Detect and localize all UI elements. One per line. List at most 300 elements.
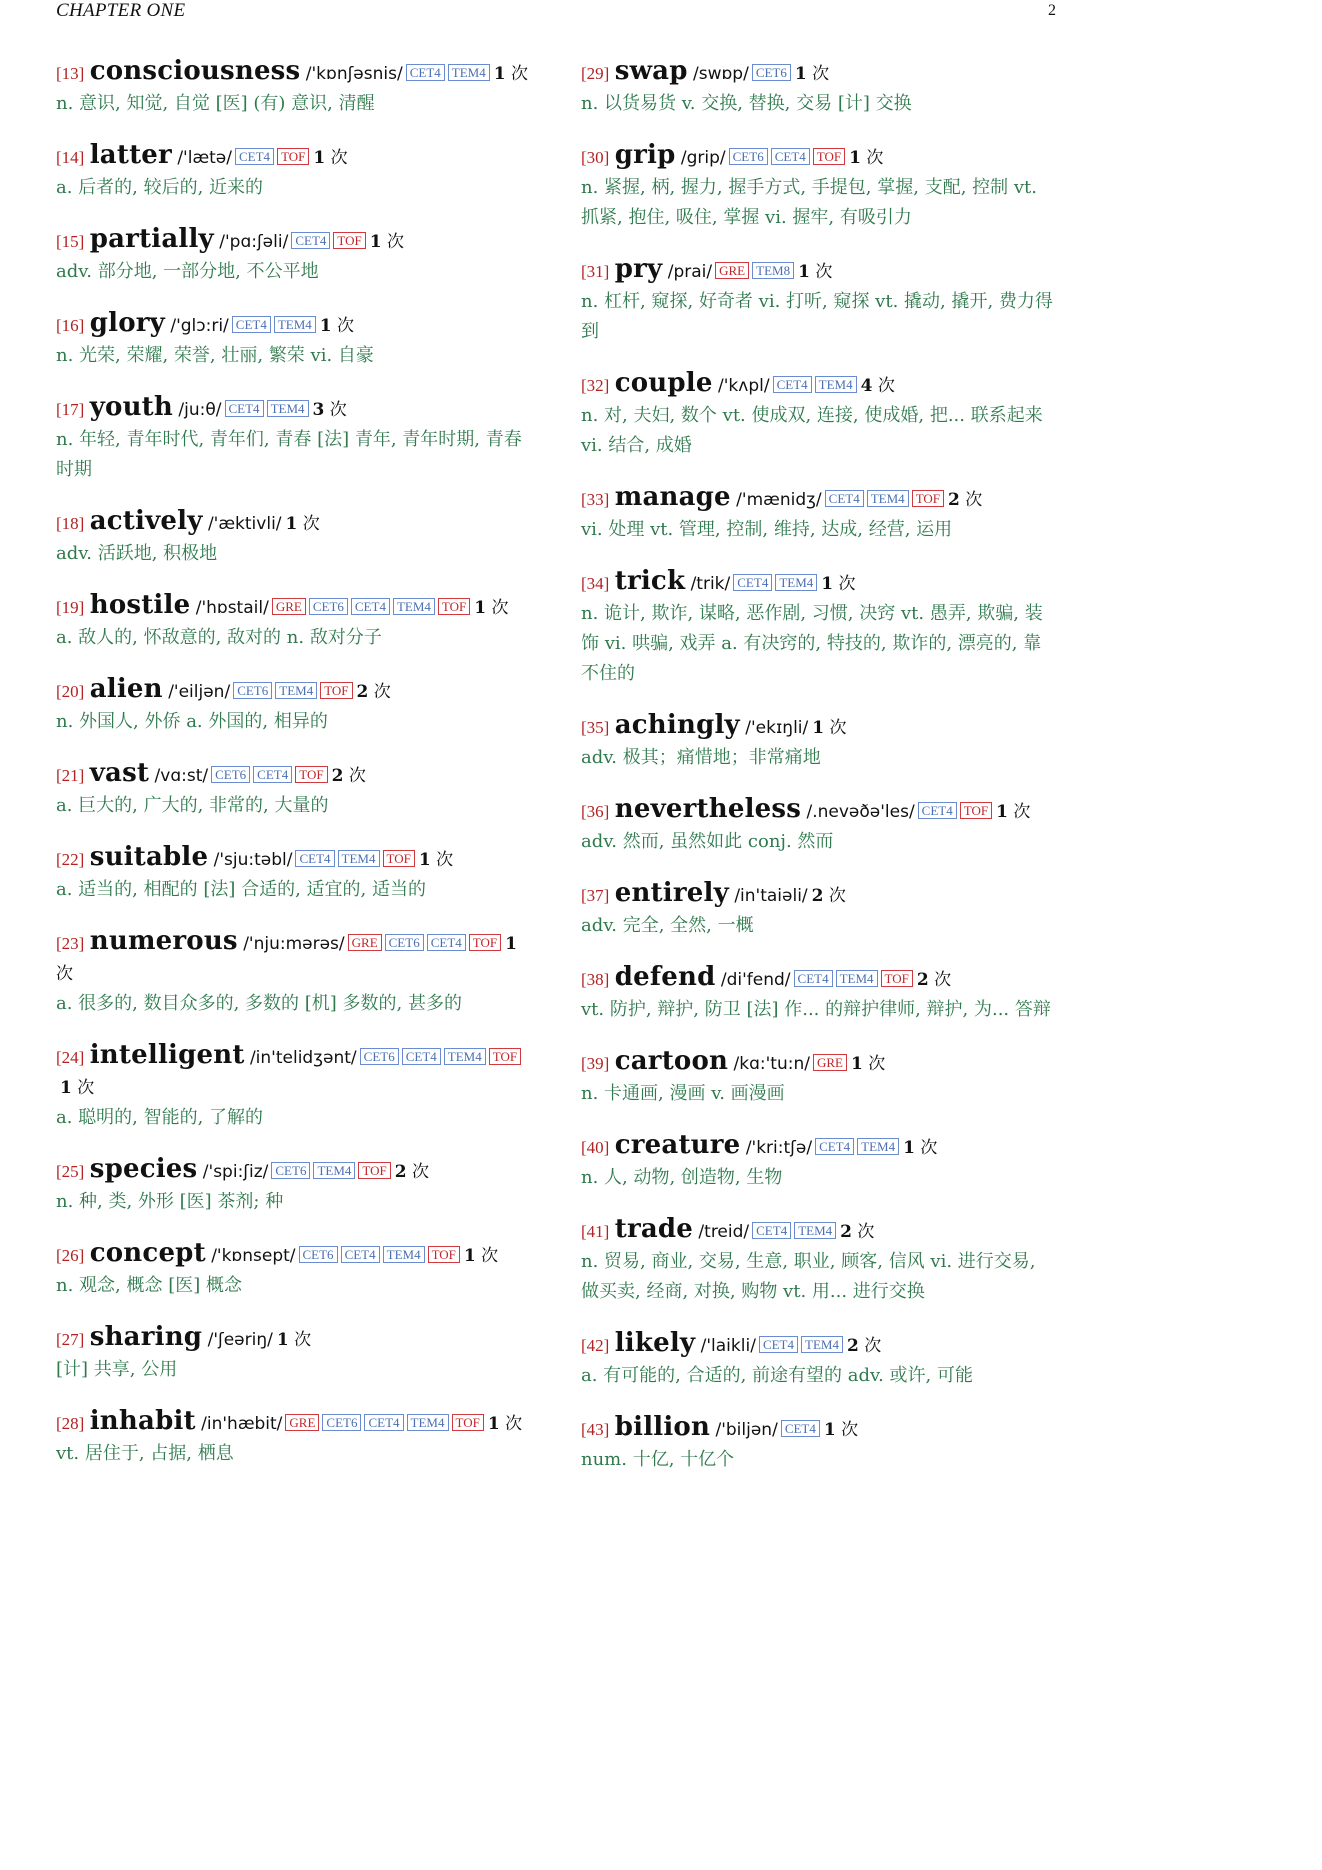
entry-index: [22] [56, 850, 85, 869]
entry-headline [56, 590, 534, 623]
vocab-entry [581, 710, 1059, 773]
exam-tag-badge: TEM4 [275, 682, 317, 699]
exam-tag-badge: CET6 [385, 934, 424, 951]
entry-index: [35] [581, 718, 610, 737]
exam-tag-badge: TOF [438, 598, 470, 615]
exam-tag-badge: TEM4 [836, 970, 878, 987]
exam-tag-badge: TEM4 [815, 376, 857, 393]
entry-headline [581, 1046, 1059, 1079]
definition: adv. 活跃地, 积极地 [56, 543, 218, 564]
exam-tag-badge: CET4 [771, 148, 810, 165]
exam-tag-badge: CET6 [299, 1246, 338, 1263]
occurrence-count: 1 [369, 232, 382, 252]
definition: a. 巨大的, 广大的, 非常的, 大量的 [56, 795, 329, 816]
headword: manage [614, 482, 731, 512]
occurrence-unit: 次 [491, 598, 509, 618]
vocab-entry [56, 674, 534, 737]
exam-tag-badge: TOF [912, 490, 944, 507]
occurrence-count: 1 [794, 64, 807, 84]
occurrence-unit: 次 [337, 316, 355, 336]
entry-headline [56, 308, 534, 341]
occurrence-unit: 次 [294, 1330, 312, 1350]
vocab-entry [56, 56, 534, 119]
vocab-entry [581, 254, 1059, 347]
headword: youth [89, 392, 173, 422]
exam-tag-badge: GRE [813, 1054, 847, 1071]
definition: n. 紧握, 柄, 握力, 握手方式, 手提包, 掌握, 支配, 控制 vt. 抓紧, 抱住, 吸住, 掌握 vi. 握牢, 有吸引力 [581, 177, 1037, 228]
entry-index: [24] [56, 1048, 85, 1067]
occurrence-unit: 次 [505, 1414, 523, 1434]
exam-tag-badge: CET6 [271, 1162, 310, 1179]
pronunciation: /in'taiəli/ [734, 886, 808, 906]
pronunciation: /grip/ [680, 148, 726, 168]
vocab-entry [56, 1238, 534, 1301]
vocab-entry [581, 1130, 1059, 1193]
headword: grip [614, 140, 676, 170]
pronunciation: /'ekɪŋli/ [745, 718, 809, 738]
entry-index: [27] [56, 1330, 85, 1349]
entry-headline [581, 482, 1059, 515]
pronunciation: /di'fend/ [720, 970, 791, 990]
exam-tag-badge: CET4 [402, 1048, 441, 1065]
exam-tag-badge: CET4 [752, 1222, 791, 1239]
entry-headline [56, 1322, 534, 1355]
occurrence-count: 1 [505, 934, 517, 954]
entry-headline [581, 254, 1059, 287]
occurrence-count: 1 [487, 1414, 500, 1434]
headword: entirely [614, 878, 729, 908]
occurrence-unit: 次 [330, 148, 348, 168]
entry-index: [25] [56, 1162, 85, 1181]
entry-index: [23] [56, 934, 85, 953]
pronunciation: /prai/ [667, 262, 713, 282]
entry-index: [34] [581, 574, 610, 593]
occurrence-unit: 次 [838, 574, 856, 594]
occurrence-unit: 次 [329, 400, 347, 420]
pronunciation: /in'telidʒənt/ [249, 1048, 357, 1068]
occurrence-unit: 次 [829, 718, 847, 738]
definition: a. 聪明的, 智能的, 了解的 [56, 1107, 264, 1128]
entry-index: [40] [581, 1138, 610, 1157]
exam-tag-badge: CET6 [309, 598, 348, 615]
pronunciation: /'sju:təbl/ [213, 850, 293, 870]
exam-tag-badge: CET6 [360, 1048, 399, 1065]
entry-headline [581, 878, 1059, 911]
headword: actively [89, 506, 203, 536]
exam-tag-badge: TEM4 [267, 400, 309, 417]
exam-tag-badge: TOF [428, 1246, 460, 1263]
entry-index: [19] [56, 598, 85, 617]
entry-headline [56, 506, 534, 539]
entry-headline [581, 1130, 1059, 1163]
pronunciation: /'spi:ʃiz/ [202, 1162, 269, 1182]
occurrence-count: 1 [996, 802, 1008, 822]
exam-tag-badge: TOF [320, 682, 352, 699]
exam-tag-badge: GRE [272, 598, 306, 615]
entry-headline [56, 1238, 534, 1271]
pronunciation: /'kɒnsept/ [211, 1246, 296, 1266]
occurrence-count: 1 [823, 1420, 836, 1440]
occurrence-count: 2 [846, 1336, 859, 1356]
page-header [56, 0, 1056, 24]
entry-index: [29] [581, 64, 610, 83]
pronunciation: /in'hæbit/ [201, 1414, 283, 1434]
pronunciation: /'kʌpl/ [718, 376, 770, 396]
headword: pry [614, 254, 663, 284]
entry-headline [56, 1040, 534, 1103]
pronunciation: /'pɑ:ʃəli/ [219, 232, 289, 252]
pronunciation: /kɑ:'tu:n/ [733, 1054, 810, 1074]
entry-index: [21] [56, 766, 85, 785]
exam-tag-badge: TOF [358, 1162, 390, 1179]
entry-headline [56, 224, 534, 257]
headword: couple [614, 368, 713, 398]
exam-tag-badge: CET6 [211, 766, 250, 783]
exam-tag-badge: TOF [277, 148, 309, 165]
exam-tag-badge: CET6 [233, 682, 272, 699]
headword: alien [89, 674, 163, 704]
pronunciation: /'æktivli/ [207, 514, 282, 534]
pronunciation: /'ʃeəriŋ/ [207, 1330, 273, 1350]
entry-headline [581, 566, 1059, 599]
left-column [56, 56, 534, 1490]
exam-tag-badge: TOF [383, 850, 415, 867]
entry-index: [43] [581, 1420, 610, 1439]
exam-tag-badge: TEM4 [383, 1246, 425, 1263]
headword: glory [89, 308, 165, 338]
headword: swap [614, 56, 688, 86]
entry-index: [32] [581, 376, 610, 395]
exam-tag-badge: TEM4 [407, 1414, 449, 1431]
pronunciation: /trik/ [690, 574, 731, 594]
entry-index: [37] [581, 886, 610, 905]
exam-tag-badge: CET4 [815, 1138, 854, 1155]
vocab-entry [581, 962, 1059, 1025]
definition: a. 后者的, 较后的, 近来的 [56, 177, 264, 198]
vocab-entry [56, 1040, 534, 1133]
entry-headline [581, 1214, 1059, 1247]
headword: trick [614, 566, 686, 596]
entry-headline [581, 1412, 1059, 1445]
definition: n. 卡通画, 漫画 v. 画漫画 [581, 1083, 785, 1104]
occurrence-unit: 次 [868, 1054, 886, 1074]
exam-tag-badge: CET4 [781, 1420, 820, 1437]
entry-headline [56, 140, 534, 173]
entry-index: [36] [581, 802, 610, 821]
occurrence-unit: 次 [348, 766, 366, 786]
exam-tag-badge: TEM4 [274, 316, 316, 333]
occurrence-unit: 次 [411, 1162, 429, 1182]
definition: vi. 处理 vt. 管理, 控制, 维持, 达成, 经营, 运用 [581, 519, 953, 540]
pronunciation: /'biljən/ [715, 1420, 778, 1440]
headword: billion [614, 1412, 711, 1442]
exam-tag-badge: TEM4 [801, 1336, 843, 1353]
vocab-entry [581, 1328, 1059, 1391]
definition: adv. 然而, 虽然如此 conj. 然而 [581, 831, 834, 852]
occurrence-count: 1 [313, 148, 326, 168]
exam-tag-badge: TEM4 [794, 1222, 836, 1239]
exam-tag-badge: CET6 [729, 148, 768, 165]
definition: [计] 共享, 公用 [56, 1359, 178, 1380]
occurrence-count: 1 [903, 1138, 915, 1158]
entry-headline [56, 842, 534, 875]
entry-headline [581, 1328, 1059, 1361]
occurrence-count: 1 [319, 316, 332, 336]
exam-tag-badge: CET6 [752, 64, 791, 81]
headword: achingly [614, 710, 740, 740]
exam-tag-badge: GRE [285, 1414, 319, 1431]
occurrence-unit: 次 [436, 850, 454, 870]
pronunciation: /'laikli/ [700, 1336, 756, 1356]
headword: partially [89, 224, 214, 254]
occurrence-count: 2 [811, 886, 824, 906]
occurrence-count: 1 [850, 1054, 863, 1074]
pronunciation: /'lætə/ [177, 148, 232, 168]
entry-index: [33] [581, 490, 610, 509]
page-number: 2 [1048, 2, 1056, 19]
vocab-entry [581, 368, 1059, 461]
vocab-entry [56, 1154, 534, 1217]
exam-tag-badge: TEM4 [313, 1162, 355, 1179]
exam-tag-badge: TOF [469, 934, 501, 951]
exam-tag-badge: TOF [333, 232, 365, 249]
occurrence-unit: 次 [815, 262, 833, 282]
entry-headline [581, 962, 1059, 995]
entry-headline [581, 368, 1059, 401]
headword: numerous [89, 926, 238, 956]
definition: n. 对, 夫妇, 数个 vt. 使成双, 连接, 使成婚, 把... 联系起来 vi. 结合, 成婚 [581, 405, 1043, 456]
occurrence-unit: 次 [965, 490, 983, 510]
occurrence-count: 1 [474, 598, 487, 618]
pronunciation: /'eiljən/ [168, 682, 231, 702]
occurrence-count: 1 [463, 1246, 476, 1266]
exam-tag-badge: CET4 [291, 232, 330, 249]
occurrence-unit: 次 [1013, 802, 1031, 822]
exam-tag-badge: CET4 [794, 970, 833, 987]
exam-tag-badge: CET4 [406, 64, 445, 81]
exam-tag-badge: GRE [715, 262, 749, 279]
vocab-entry [56, 506, 534, 569]
vocab-entry [56, 758, 534, 821]
entry-index: [13] [56, 64, 85, 83]
occurrence-unit: 次 [857, 1222, 875, 1242]
definition: a. 有可能的, 合适的, 前途有望的 adv. 或许, 可能 [581, 1365, 973, 1386]
entry-headline [56, 674, 534, 707]
exam-tag-badge: CET6 [322, 1414, 361, 1431]
headword: suitable [89, 842, 209, 872]
vocab-entry [581, 1412, 1059, 1475]
occurrence-count: 1 [821, 574, 834, 594]
occurrence-count: 1 [60, 1078, 72, 1098]
occurrence-count: 1 [276, 1330, 289, 1350]
occurrence-unit: 次 [877, 376, 895, 396]
vocab-entry [56, 842, 534, 905]
headword: cartoon [614, 1046, 729, 1076]
occurrence-count: 2 [331, 766, 344, 786]
occurrence-unit: 次 [386, 232, 404, 252]
occurrence-unit: 次 [77, 1078, 95, 1098]
occurrence-unit: 次 [481, 1246, 499, 1266]
pronunciation: /.nevəðə'les/ [806, 802, 915, 822]
entry-headline [56, 926, 534, 989]
pronunciation: /'hɒstail/ [195, 598, 269, 618]
definition: n. 观念, 概念 [医] 概念 [56, 1275, 242, 1296]
exam-tag-badge: CET4 [351, 598, 390, 615]
vocab-entry [56, 1322, 534, 1385]
vocab-entry [581, 56, 1059, 119]
occurrence-unit: 次 [510, 64, 528, 84]
entry-headline [581, 794, 1059, 827]
pronunciation: /'kɒnʃəsnis/ [305, 64, 403, 84]
pronunciation: /swɒp/ [693, 64, 749, 84]
entry-index: [17] [56, 400, 85, 419]
headword: creature [614, 1130, 741, 1160]
definition: vt. 防护, 辩护, 防卫 [法] 作... 的辩护律师, 辩护, 为... 答辩 [581, 999, 1051, 1020]
vocab-entry [56, 140, 534, 203]
entry-index: [41] [581, 1222, 610, 1241]
vocab-entry [56, 926, 534, 1019]
pronunciation: /'nju:mərəs/ [243, 934, 345, 954]
occurrence-count: 1 [418, 850, 431, 870]
occurrence-unit: 次 [302, 514, 320, 534]
occurrence-unit: 次 [920, 1138, 938, 1158]
chapter-title: CHAPTER ONE [56, 0, 186, 21]
occurrence-unit: 次 [812, 64, 830, 84]
entry-headline [581, 56, 1059, 89]
pronunciation: /ju:θ/ [178, 400, 222, 420]
entry-headline [56, 758, 534, 791]
occurrence-count: 1 [285, 514, 298, 534]
occurrence-unit: 次 [934, 970, 952, 990]
entry-headline [56, 1406, 534, 1439]
exam-tag-badge: TEM4 [775, 574, 817, 591]
vocab-entry [581, 140, 1059, 233]
occurrence-unit: 次 [864, 1336, 882, 1356]
entry-index: [15] [56, 232, 85, 251]
pronunciation: /'mænidʒ/ [736, 490, 822, 510]
exam-tag-badge: TEM4 [867, 490, 909, 507]
definition: a. 很多的, 数目众多的, 多数的 [机] 多数的, 甚多的 [56, 993, 462, 1014]
vocab-entry [56, 1406, 534, 1469]
definition: n. 杠杆, 窥探, 好奇者 vi. 打听, 窥探 vt. 撬动, 撬开, 费力得到 [581, 291, 1053, 342]
occurrence-count: 2 [948, 490, 960, 510]
exam-tag-badge: TEM4 [857, 1138, 899, 1155]
definition: n. 年轻, 青年时代, 青年们, 青春 [法] 青年, 青年时期, 青春时期 [56, 429, 522, 480]
occurrence-count: 2 [916, 970, 929, 990]
headword: trade [614, 1214, 694, 1244]
exam-tag-badge: TEM8 [752, 262, 794, 279]
vocab-entry [581, 482, 1059, 545]
exam-tag-badge: TEM4 [338, 850, 380, 867]
headword: intelligent [89, 1040, 245, 1070]
occurrence-count: 1 [812, 718, 825, 738]
exam-tag-badge: TEM4 [393, 598, 435, 615]
occurrence-count: 2 [840, 1222, 852, 1242]
entry-headline [581, 710, 1059, 743]
entry-index: [30] [581, 148, 610, 167]
entry-headline [581, 140, 1059, 173]
vocab-entry [56, 392, 534, 485]
exam-tag-badge: CET4 [825, 490, 864, 507]
definition: a. 适当的, 相配的 [法] 合适的, 适宜的, 适当的 [56, 879, 426, 900]
occurrence-count: 1 [849, 148, 861, 168]
headword: vast [89, 758, 150, 788]
occurrence-unit: 次 [56, 964, 73, 984]
exam-tag-badge: TOF [881, 970, 913, 987]
headword: consciousness [89, 56, 301, 86]
entry-index: [20] [56, 682, 85, 701]
occurrence-unit: 次 [841, 1420, 859, 1440]
entry-index: [26] [56, 1246, 85, 1265]
definition: n. 意识, 知觉, 自觉 [医] (有) 意识, 清醒 [56, 93, 375, 114]
occurrence-count: 4 [860, 376, 873, 396]
exam-tag-badge: TOF [489, 1048, 521, 1065]
exam-tag-badge: CET4 [918, 802, 957, 819]
pronunciation: /vɑ:st/ [154, 766, 209, 786]
vocab-entry [56, 308, 534, 371]
occurrence-count: 2 [394, 1162, 407, 1182]
exam-tag-badge: TOF [813, 148, 845, 165]
pronunciation: /treid/ [698, 1222, 750, 1242]
definition: n. 诡计, 欺诈, 谋略, 恶作剧, 习惯, 决窍 vt. 愚弄, 欺骗, 装饰 vi. 哄骗, 戏弄 a. 有决窍的, 特技的, 欺诈的, 漂亮的, 靠不住的 [581, 603, 1043, 684]
exam-tag-badge: TOF [295, 766, 327, 783]
exam-tag-badge: CET4 [733, 574, 772, 591]
occurrence-unit: 次 [373, 682, 391, 702]
vocab-entry [581, 1214, 1059, 1307]
definition: vt. 居住于, 占据, 栖息 [56, 1443, 234, 1464]
entry-index: [31] [581, 262, 610, 281]
exam-tag-badge: CET4 [295, 850, 334, 867]
exam-tag-badge: CET4 [235, 148, 274, 165]
exam-tag-badge: TOF [452, 1414, 484, 1431]
occurrence-count: 2 [356, 682, 369, 702]
definition: adv. 极其；痛惜地；非常痛地 [581, 747, 821, 768]
headword: likely [614, 1328, 696, 1358]
occurrence-unit: 次 [828, 886, 846, 906]
exam-tag-badge: CET4 [232, 316, 271, 333]
definition: n. 人, 动物, 创造物, 生物 [581, 1167, 783, 1188]
entry-index: [42] [581, 1336, 610, 1355]
exam-tag-badge: TEM4 [444, 1048, 486, 1065]
vocab-entry [581, 794, 1059, 857]
headword: sharing [89, 1322, 203, 1352]
entry-index: [16] [56, 316, 85, 335]
exam-tag-badge: CET4 [225, 400, 264, 417]
vocab-entry [56, 224, 534, 287]
vocab-entry [581, 566, 1059, 689]
definition: adv. 完全, 全然, 一概 [581, 915, 754, 936]
entry-index: [14] [56, 148, 85, 167]
headword: hostile [89, 590, 191, 620]
right-column [581, 56, 1059, 1496]
exam-tag-badge: CET4 [341, 1246, 380, 1263]
exam-tag-badge: CET4 [364, 1414, 403, 1431]
headword: defend [614, 962, 716, 992]
headword: nevertheless [614, 794, 802, 824]
definition: num. 十亿, 十亿个 [581, 1449, 735, 1470]
definition: n. 贸易, 商业, 交易, 生意, 职业, 顾客, 信风 vi. 进行交易, 做买卖, 经商, 对换, 购物 vt. 用... 进行交换 [581, 1251, 1036, 1302]
occurrence-count: 1 [493, 64, 506, 84]
definition: adv. 部分地, 一部分地, 不公平地 [56, 261, 319, 282]
definition: n. 外国人, 外侨 a. 外国的, 相异的 [56, 711, 328, 732]
pronunciation: /'kri:tʃə/ [745, 1138, 813, 1158]
headword: latter [89, 140, 172, 170]
entry-headline [56, 392, 534, 425]
headword: concept [89, 1238, 206, 1268]
exam-tag-badge: CET4 [427, 934, 466, 951]
exam-tag-badge: CET4 [773, 376, 812, 393]
exam-tag-badge: CET4 [253, 766, 292, 783]
